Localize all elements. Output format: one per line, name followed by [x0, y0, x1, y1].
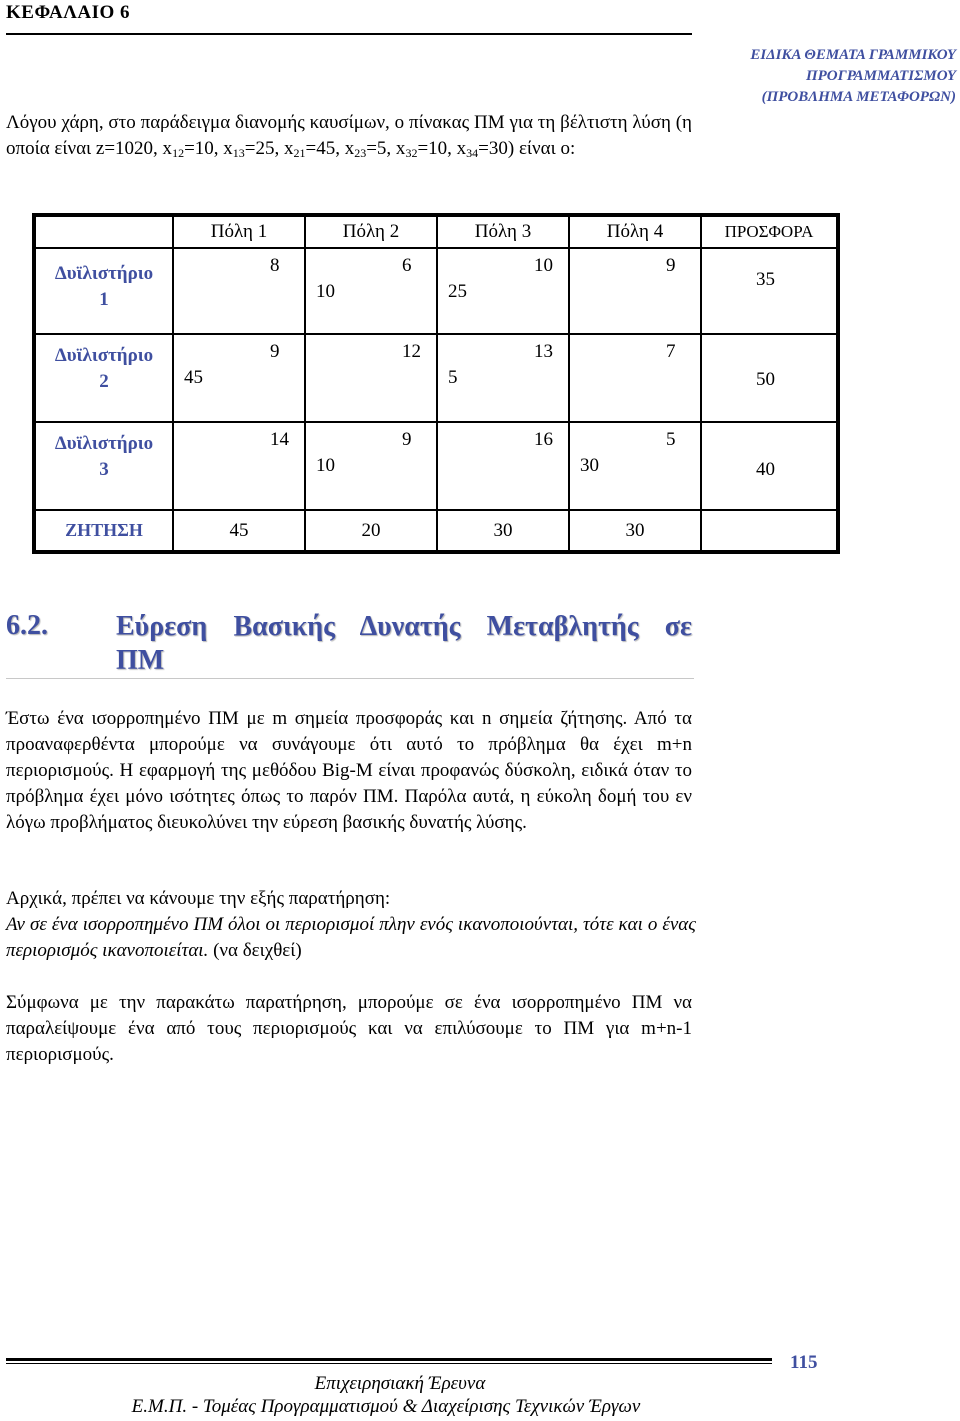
table-cell — [438, 335, 568, 421]
cost-value: 9 — [270, 341, 280, 362]
flow-value: 5 — [448, 367, 458, 388]
subscript: 32 — [405, 146, 418, 160]
supply-value: 35 — [756, 269, 775, 290]
cost-value: 5 — [666, 429, 676, 450]
cost-value: 6 — [402, 255, 412, 276]
cost-value: 9 — [402, 429, 412, 450]
running-header-line-2: ΠΡΟΓΡΑΜΜΑΤΙΣΜΟΥ — [805, 68, 956, 84]
intro-paragraph — [6, 110, 692, 162]
footer-rule-thin — [6, 1363, 772, 1364]
table-cell — [174, 249, 304, 333]
column-header: Πόλη 4 — [570, 217, 700, 247]
table-cell — [570, 335, 700, 421]
intro-text: =25, x — [244, 138, 294, 159]
row-label — [36, 423, 172, 509]
observation — [6, 912, 696, 964]
demand-value: 20 — [306, 511, 436, 550]
table-cell — [438, 249, 568, 333]
subscript: 34 — [466, 146, 479, 160]
cost-value: 16 — [534, 429, 553, 450]
table-cell — [438, 423, 568, 509]
row-label — [36, 335, 172, 421]
footer-line-1: Επιχειρησιακή Έρευνα — [314, 1373, 486, 1394]
demand-label: ΖΗΤΗΣΗ — [36, 511, 172, 550]
supply-header: ΠΡΟΣΦΟΡΑ — [702, 217, 836, 247]
intro-text: =5, x — [366, 138, 406, 159]
table-cell — [570, 423, 700, 509]
row-label — [36, 249, 172, 333]
running-header-line-3: (ΠΡΟΒΛΗΜΑ ΜΕΤΑΦΟΡΩΝ) — [761, 89, 956, 105]
table-cell — [174, 423, 304, 509]
corner-cell — [36, 217, 172, 247]
paragraph-2-intro: Αρχικά, πρέπει να κάνουμε την εξής παρατήρηση: — [6, 888, 391, 909]
section-rule — [6, 678, 694, 679]
supply-cell — [702, 249, 836, 333]
chapter-label: ΚΕΦΑΛΑΙΟ 6 — [6, 2, 131, 23]
supply-cell — [702, 335, 836, 421]
intro-text: =30) είναι ο: — [478, 138, 576, 159]
table-cell — [174, 335, 304, 421]
flow-value: 10 — [316, 455, 335, 476]
supply-cell — [702, 423, 836, 509]
supply-value: 50 — [756, 369, 775, 390]
flow-value: 45 — [184, 367, 203, 388]
empty-cell — [702, 511, 836, 550]
row-label-text: Δυϊλιστήριο — [54, 263, 154, 284]
column-header: Πόλη 3 — [438, 217, 568, 247]
running-header-line-1: ΕΙΔΙΚΑ ΘΕΜΑΤΑ ΓΡΑΜΜΙΚΟΥ — [750, 47, 956, 63]
paragraph-1: Έστω ένα ισορροπημένο ΠΜ με m σημεία προσφοράς και n σημεία ζήτησης. Από τα προαναφερθέντα μπορούμε να συνάγουμε ότι αυτό το πρόβλημα θα έχει m+n περιορισμούς. Η εφαρμογή της μεθόδου Big-M είναι προφανώς δύσκολη, ειδικά όταν το πρόβλημα έχει μόνο ισότητες όπως το παρόν ΠΜ. Παρόλα αυτά, η εύκολη δομή του εν λόγω προβλήματος διευκολύνει την εύρεση βασικής δυνατής λύσης. — [6, 708, 692, 833]
table-cell — [570, 249, 700, 333]
subscript: 12 — [172, 146, 185, 160]
cost-value: 13 — [534, 341, 553, 362]
cost-value: 9 — [666, 255, 676, 276]
footer-line-2: Ε.Μ.Π. - Τομέας Προγραμματισμού & Διαχείρισης Τεχνικών Έργων — [131, 1396, 641, 1417]
demand-value: 30 — [570, 511, 700, 550]
paragraph-2 — [6, 886, 696, 964]
row-label-number: 1 — [99, 289, 109, 310]
row-label-text: Δυϊλιστήριο — [54, 433, 154, 454]
row-label-text: Δυϊλιστήριο — [54, 345, 154, 366]
intro-text: =10, x — [184, 138, 233, 159]
column-header: Πόλη 1 — [174, 217, 304, 247]
transportation-table — [32, 213, 840, 554]
cost-value: 10 — [534, 255, 553, 276]
page-number: 115 — [790, 1352, 818, 1373]
supply-value: 40 — [756, 459, 775, 480]
observation-note: (να δειχθεί) — [208, 940, 302, 961]
intro-text: =10, x — [417, 138, 467, 159]
column-header: Πόλη 2 — [306, 217, 436, 247]
row-label-number: 2 — [99, 371, 109, 392]
running-header — [696, 45, 956, 108]
subscript: 23 — [354, 146, 367, 160]
cost-value: 7 — [666, 341, 676, 362]
flow-value: 30 — [580, 455, 599, 476]
subscript: 21 — [293, 146, 306, 160]
intro-text: Λόγου χάρη, στο παράδειγμα διανομής καυσίμων, ο πίνακας ΠΜ για τη βέλτιστη λύση (η οποία είναι z=1020, x — [6, 112, 692, 159]
intro-text: =45, x — [305, 138, 355, 159]
demand-value: 30 — [438, 511, 568, 550]
subscript: 13 — [232, 146, 245, 160]
section-number: 6.2. — [6, 610, 48, 641]
header-rule — [6, 33, 692, 35]
flow-value: 10 — [316, 281, 335, 302]
footer-rule — [6, 1358, 772, 1361]
table-cell — [306, 423, 436, 509]
observation-italic: Αν σε ένα ισορροπημένο ΠΜ όλοι οι περιορισμοί πλην ενός ικανοποιούνται, τότε και ο ένας περιορισμός ικανοποιείται. — [6, 914, 696, 961]
cost-value: 14 — [270, 429, 289, 450]
demand-value: 45 — [174, 511, 304, 550]
cost-value: 8 — [270, 255, 280, 276]
table-cell — [306, 249, 436, 333]
flow-value: 25 — [448, 281, 467, 302]
section-title: Εύρεση Βασικής Δυνατής Μεταβλητής σε ΠΜ — [116, 611, 692, 676]
cost-value: 12 — [402, 341, 421, 362]
table-cell — [306, 335, 436, 421]
paragraph-3: Σύμφωνα με την παρακάτω παρατήρηση, μπορούμε σε ένα ισορροπημένο ΠΜ να παραλείψουμε ένα από τους περιορισμούς και να επιλύσουμε το ΠΜ για m+n-1 περιορισμούς. — [6, 992, 692, 1065]
row-label-number: 3 — [99, 459, 109, 480]
